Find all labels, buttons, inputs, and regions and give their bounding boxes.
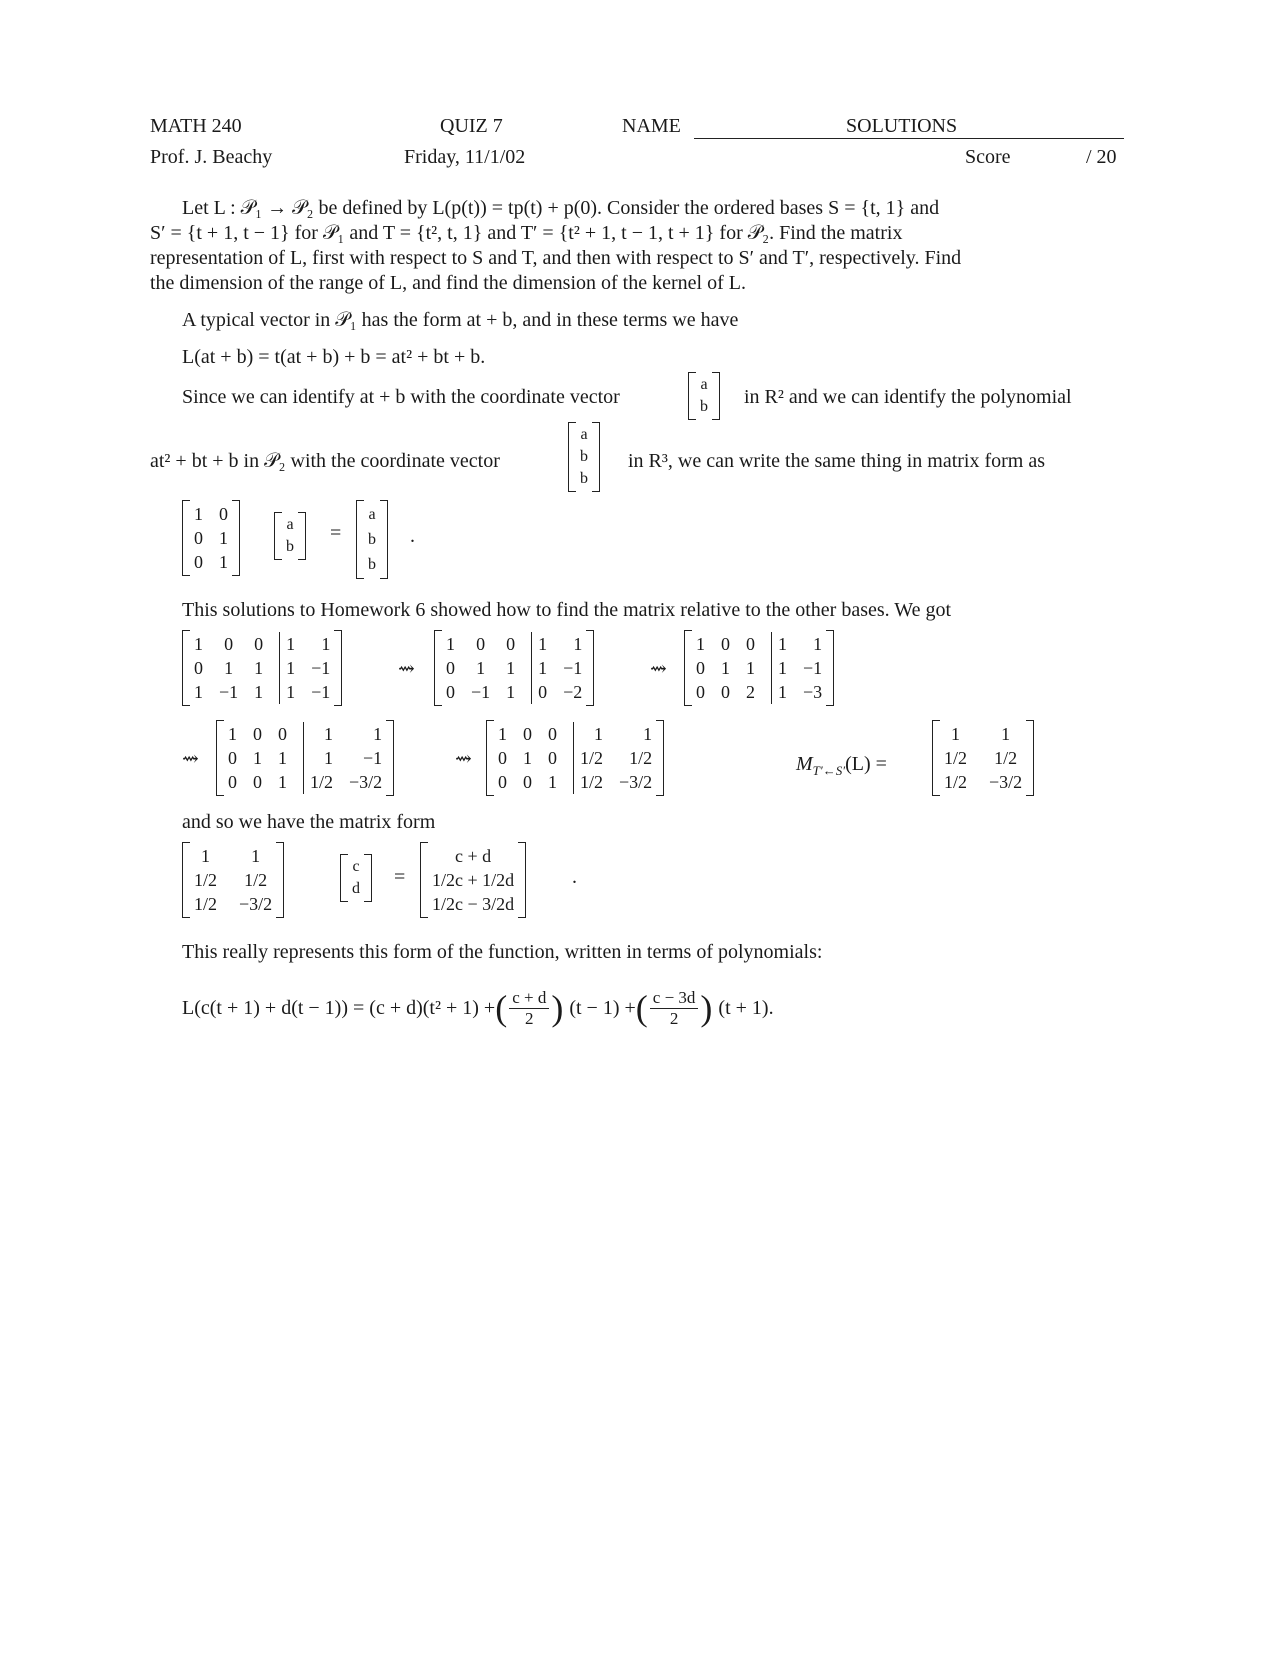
quiz-label: QUIZ 7 bbox=[440, 115, 503, 137]
matrix-entry: 1 bbox=[498, 724, 507, 744]
matrix-entry: 1 bbox=[573, 722, 603, 746]
matrix-entry: 0 bbox=[523, 772, 532, 792]
matrix-M bbox=[932, 720, 1034, 796]
score-total: / 20 bbox=[1086, 146, 1117, 168]
professor-label: Prof. J. Beachy bbox=[150, 146, 273, 168]
matrix-entry: −1 bbox=[363, 748, 383, 768]
matrix-entry: 0 bbox=[721, 634, 730, 654]
matrix-A bbox=[182, 500, 240, 576]
course-label: MATH 240 bbox=[150, 115, 242, 137]
period: . bbox=[410, 525, 415, 547]
matrix-entry: 1 bbox=[531, 656, 547, 680]
matrix-entry: 1 bbox=[279, 632, 295, 656]
matrix-entry: 0 bbox=[446, 682, 455, 702]
matrix-A-vector bbox=[274, 512, 306, 560]
matrix-entry: a bbox=[286, 516, 294, 533]
matrix-entry: 1 bbox=[531, 632, 547, 656]
matrix-entry: −1 bbox=[311, 658, 331, 678]
coord-vector-cd bbox=[340, 854, 372, 902]
matrix-entry: 1/2 bbox=[573, 770, 603, 794]
matrix-entry: 1 bbox=[951, 724, 960, 744]
matrix-entry: −1 bbox=[219, 682, 239, 702]
matrix-entry: 2 bbox=[746, 682, 755, 702]
matrix-entry: −3/2 bbox=[619, 772, 653, 792]
matrix-entry: 1 bbox=[219, 552, 228, 572]
matrix-entry: 1 bbox=[254, 658, 264, 678]
score-label: Score bbox=[965, 146, 1011, 168]
matrix-entry: 1 bbox=[303, 722, 333, 746]
matrix-entry: −3/2 bbox=[989, 772, 1023, 792]
matrix-entry: 0 bbox=[696, 658, 705, 678]
matrix-entry: 0 bbox=[194, 552, 203, 572]
solution-line-4a: at² + bt + b in 𝒫₂ with the coordinate vector bbox=[150, 450, 500, 472]
matrix-entry: 1 bbox=[721, 658, 730, 678]
matrix-entry: 0 bbox=[548, 748, 557, 768]
matrix-entry: b bbox=[580, 448, 588, 465]
matrix-entry: 1 bbox=[201, 846, 210, 866]
matrix-entry: 1/2 bbox=[303, 770, 333, 794]
matrix-entry: 1 bbox=[771, 680, 787, 704]
reduction-arrow: ⇝ bbox=[398, 658, 415, 680]
matrix-entry: 0 bbox=[224, 634, 234, 654]
matrix-entry: 1/2 bbox=[573, 746, 603, 770]
matrix-entry: −1 bbox=[803, 658, 823, 678]
matrix-entry: 1 bbox=[279, 656, 295, 680]
augmented-matrix-2 bbox=[434, 630, 594, 706]
matrix-entry: 0 bbox=[253, 772, 262, 792]
problem-line-1: Let L : 𝒫₁ → 𝒫₂ be defined by L(p(t)) = tp(t) + p(0). Consider the ordered bases S = {t, 1} and bbox=[182, 197, 940, 219]
matrix-entry: b bbox=[368, 531, 376, 548]
reduction-arrow: ⇝ bbox=[455, 748, 472, 770]
equals-sign: = bbox=[394, 866, 406, 888]
matrix-entry: 1 bbox=[506, 682, 516, 702]
augmented-matrix-1 bbox=[182, 630, 342, 706]
matrix-entry: 1/2c + 1/2d bbox=[432, 870, 515, 890]
matrix-entry: 0 bbox=[498, 748, 507, 768]
matrix-entry: 0 bbox=[194, 658, 203, 678]
matrix-entry: 0 bbox=[476, 634, 486, 654]
period: . bbox=[572, 866, 577, 888]
matrix-entry: 0 bbox=[506, 634, 516, 654]
matrix-entry: 0 bbox=[498, 772, 507, 792]
matrix-entry: 0 bbox=[746, 634, 755, 654]
matrix-entry: 1 bbox=[771, 632, 787, 656]
matrix-entry: 0 bbox=[194, 528, 203, 548]
augmented-matrix-5 bbox=[486, 720, 664, 796]
matrix-entry: −1 bbox=[311, 682, 331, 702]
matrix-entry: 0 bbox=[531, 680, 547, 704]
matrix-entry: c bbox=[352, 858, 360, 875]
matrix-entry: b bbox=[368, 556, 376, 573]
matrix-entry: 1 bbox=[373, 724, 383, 744]
matrix-entry: 1 bbox=[278, 748, 287, 768]
solution-line-6: and so we have the matrix form bbox=[182, 811, 436, 833]
matrix-entry: 1/2 bbox=[244, 870, 268, 890]
augmented-matrix-3 bbox=[684, 630, 834, 706]
matrix-entry: 0 bbox=[523, 724, 532, 744]
solution-equation-1: L(at + b) = t(at + b) + b = at² + bt + b. bbox=[182, 346, 486, 368]
matrix-entry: 0 bbox=[228, 772, 237, 792]
matrix-entry: 1/2c − 3/2d bbox=[432, 894, 515, 914]
name-value: SOLUTIONS bbox=[846, 115, 958, 137]
matrix-entry: −1 bbox=[563, 658, 583, 678]
matrix-entry: b bbox=[700, 398, 708, 415]
matrix-entry: 1 bbox=[573, 634, 583, 654]
matrix-entry: 1/2 bbox=[194, 894, 218, 914]
problem-line-2: S′ = {t + 1, t − 1} for 𝒫₁ and T = {t², t, 1} and T′ = {t² + 1, t − 1, t + 1} for 𝒫₂. Find the matrix bbox=[150, 222, 903, 244]
matrix-entry: 0 bbox=[446, 658, 455, 678]
name-label: NAME bbox=[622, 115, 681, 137]
matrix-entry: 1/2 bbox=[629, 748, 653, 768]
solution-line-3b: in R² and we can identify the polynomial bbox=[744, 386, 1072, 408]
matrix-entry: d bbox=[352, 880, 360, 897]
matrix-entry: 1/2 bbox=[944, 748, 968, 768]
name-underline bbox=[694, 138, 1124, 139]
matrix-entry: −3 bbox=[803, 682, 823, 702]
matrix-entry: 1 bbox=[254, 682, 264, 702]
matrix-entry: 1 bbox=[771, 656, 787, 680]
matrix-entry: −1 bbox=[471, 682, 491, 702]
equals-sign: = bbox=[330, 522, 342, 544]
matrix-entry: 1 bbox=[224, 658, 234, 678]
matrix-entry: −3/2 bbox=[349, 772, 383, 792]
matrix-entry: b bbox=[286, 538, 294, 555]
matrix-entry: −2 bbox=[563, 682, 583, 702]
matrix-entry: 1 bbox=[219, 528, 228, 548]
matrix-entry: 1 bbox=[523, 748, 532, 768]
matrix-entry: 1/2 bbox=[194, 870, 218, 890]
matrix-entry: 1 bbox=[548, 772, 557, 792]
matrix-entry: 1/2 bbox=[994, 748, 1018, 768]
matrix-entry: 0 bbox=[219, 504, 228, 524]
matrix-entry: 0 bbox=[228, 748, 237, 768]
date-label: Friday, 11/1/02 bbox=[404, 146, 526, 168]
matrix-entry: 1 bbox=[506, 658, 516, 678]
matrix-entry: 1 bbox=[194, 504, 203, 524]
matrix-M-2 bbox=[182, 842, 284, 918]
matrix-entry: a bbox=[700, 376, 708, 393]
matrix-entry: 0 bbox=[721, 682, 730, 702]
matrix-entry: 1 bbox=[746, 658, 755, 678]
matrix-entry: 1/2 bbox=[944, 772, 968, 792]
matrix-entry: 1 bbox=[476, 658, 486, 678]
reduction-arrow: ⇝ bbox=[182, 748, 199, 770]
reduction-arrow: ⇝ bbox=[650, 658, 667, 680]
solution-line-1: A typical vector in 𝒫₁ has the form at + b, and in these terms we have bbox=[182, 309, 739, 331]
matrix-entry: 1 bbox=[813, 634, 823, 654]
matrix-entry: a bbox=[580, 426, 588, 443]
coord-vector-abb bbox=[568, 422, 600, 492]
solution-line-7: This really represents this form of the function, written in terms of polynomials: bbox=[182, 941, 823, 963]
final-equation: L(c(t + 1) + d(t − 1)) = (c + d)(t² + 1) + ( $\frac{c + d}{2}$ ) (t − 1) + ( $\frac{c - 3d}{2}$ ) (t + 1). bbox=[182, 987, 774, 1028]
matrix-entry: 1 bbox=[1001, 724, 1011, 744]
matrix-entry: 1 bbox=[251, 846, 261, 866]
matrix-entry: b bbox=[580, 470, 588, 487]
matrix-entry: 1 bbox=[303, 746, 333, 770]
matrix-entry: 1 bbox=[696, 634, 705, 654]
solution-line-5: This solutions to Homework 6 showed how to find the matrix relative to the other bases. We got bbox=[182, 599, 952, 621]
coord-vector-ab bbox=[688, 372, 720, 420]
matrix-entry: 1 bbox=[253, 748, 262, 768]
matrix-entry: 0 bbox=[696, 682, 705, 702]
matrix-entry: −3/2 bbox=[239, 894, 273, 914]
matrix-entry: 0 bbox=[548, 724, 557, 744]
matrix-entry: 0 bbox=[278, 724, 287, 744]
problem-line-3: representation of L, first with respect to S and T, and then with respect to S′ and T′, respectively. Find bbox=[150, 247, 962, 269]
solution-line-4b: in R³, we can write the same thing in matrix form as bbox=[628, 450, 1046, 472]
matrix-entry: 1 bbox=[446, 634, 455, 654]
augmented-matrix-4 bbox=[216, 720, 394, 796]
matrix-A-result bbox=[356, 500, 388, 579]
matrix-entry: 1 bbox=[228, 724, 237, 744]
matrix-entry: 1 bbox=[194, 682, 203, 702]
matrix-M-label: $M_{T'\leftarrow S'}(L)$ = bbox=[796, 753, 887, 778]
matrix-entry: 0 bbox=[253, 724, 262, 744]
solution-line-3a: Since we can identify at + b with the coordinate vector bbox=[182, 386, 620, 408]
matrix-entry: c + d bbox=[455, 846, 492, 866]
matrix-entry: 1 bbox=[278, 772, 287, 792]
matrix-entry: 1 bbox=[321, 634, 331, 654]
matrix-entry: 1 bbox=[194, 634, 203, 654]
matrix-entry: 0 bbox=[254, 634, 264, 654]
problem-line-4: the dimension of the range of L, and find the dimension of the kernel of L. bbox=[150, 272, 746, 294]
matrix-entry: 1 bbox=[279, 680, 295, 704]
matrix-entry: a bbox=[368, 506, 376, 523]
matrix-result-cd bbox=[420, 842, 526, 918]
matrix-entry: 1 bbox=[643, 724, 653, 744]
